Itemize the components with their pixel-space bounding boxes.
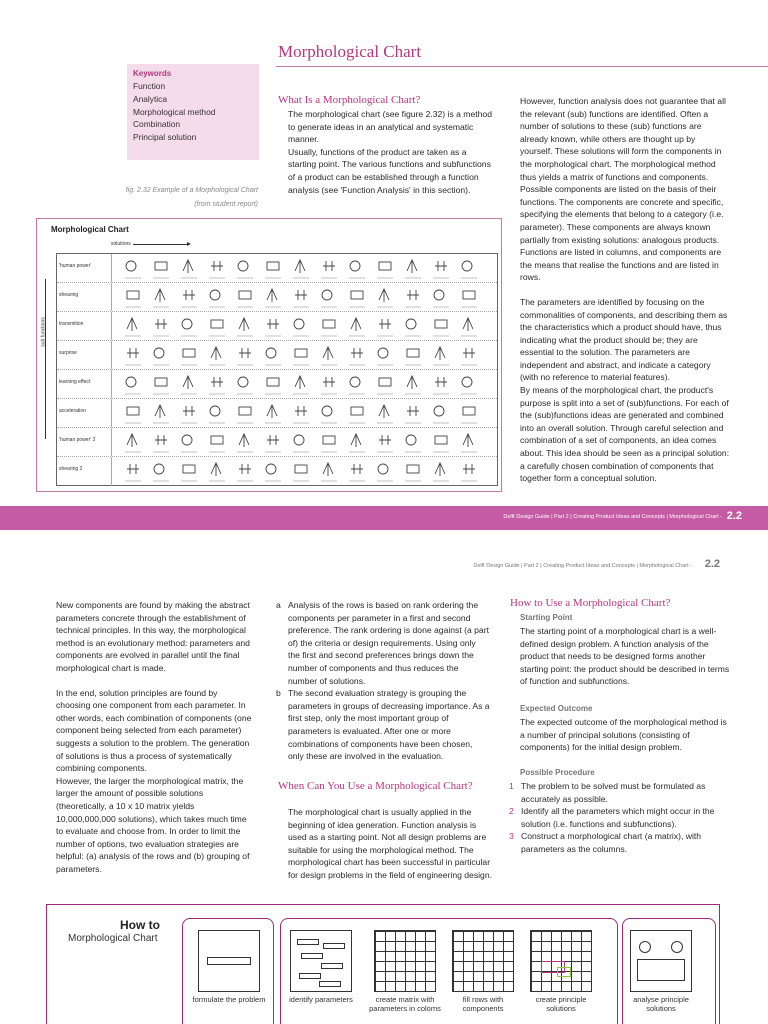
solutions-arrow-icon [133,244,189,245]
create-matrix-icon [374,930,436,992]
figure-caption [60,184,258,212]
procedure-heading: Possible Procedure [520,768,595,777]
component-sketch-icon [237,318,253,336]
procedure-number: 1 [509,781,514,791]
page-title: Morphological Chart [278,42,422,61]
sketch-strip [117,286,493,310]
footer-number: 2.2 [726,510,742,522]
component-sketch-icon [405,406,421,423]
component-sketch-icon [293,465,309,481]
footer-text: Delft Design Guide | Part 2 | Creating Product Ideas and Concepts | Morphological Chart - [503,514,722,520]
component-sketch-icon [349,434,365,452]
component-sketch-icon [181,465,197,481]
when-heading: When Can You Use a Morphological Chart? [278,780,473,792]
keyword-item: Morphological method [133,106,216,117]
component-sketch-icon [265,378,281,394]
component-sketch-icon [349,318,365,336]
keyword-item: Combination [133,119,181,130]
row-separator [111,283,112,311]
component-sketch-icon [237,407,253,423]
keyword-item: Function [133,81,166,91]
row-separator [111,428,112,456]
component-sketch-icon [349,291,365,307]
chart-row-label: 'human power' [59,263,92,269]
component-sketch-icon [377,262,393,278]
sketch-strip [117,460,493,484]
component-sketch-icon [265,319,281,336]
procedure-number: 2 [509,806,514,817]
component-sketch-icon [153,435,169,452]
component-sketch-icon [377,319,393,336]
component-sketch-icon [349,261,365,278]
procedure-number: 3 [509,831,514,842]
component-sketch-icon [377,435,393,452]
chart-row-sketches [117,460,493,484]
component-sketch-icon [293,406,309,423]
what-body: The morphological chart (see figure 2.32) is a method to generate ideas in an analytical and systematic manner. Usually, functions of the product are taken as a starting point. The various functions and subfunctions of a product can be established through a function analysis (see 'Function Analysis' in this section). [288,109,492,195]
col1-paragraph-2: In the end, solution principles are found by choosing one component from each parameter. In other words, each combination of components (one component being selected from each parameter) suggests a solution to the problem. The generation of solutions is thus a process of systematically combining components. However, the larger the morphological matrix, the larger the amount of possible solutions (theoretically, a 10 x 10 matrix yields 10,000,000,000 solutions), which takes much time to evaluate and choose from. In order to limit the number of options, two evaluation strategies are helpful: (a) analysis of the rows and (b) grouping of parameters. [56,687,252,874]
list-text: Analysis of the rows is based on rank ordering the components per parameter in a first and second preference. The rank ordering is done against (a part of) the criteria or design requirements. Using only the first and second preferences brings down the number of components and thus reduces the number of solutions. [288,600,489,686]
component-sketch-icon [181,319,197,336]
component-sketch-icon [349,464,365,481]
chart-row-sketches [117,373,493,397]
component-sketch-icon [125,407,141,423]
title-rule [276,66,768,67]
keyword-item: Principal solution [133,132,197,143]
component-sketch-icon [237,464,253,481]
component-sketch-icon [321,290,337,307]
component-sketch-icon [461,261,477,278]
keywords-heading: Keywords [133,69,172,78]
component-sketch-icon [125,464,141,481]
component-sketch-icon [433,377,449,394]
col1-paragraph-1: New components are found by making the abstract parameters concrete through the establishment of technical principles. In this way, the morphological method is an evolutionary method: parameters and components are evolved in parallel until the final morphological chart is made. [56,600,250,673]
component-sketch-icon [237,261,253,278]
component-sketch-icon [433,463,449,481]
starting-point-body: The starting point of a morphological chart is a well-defined design problem. A function analysis of the product that needs to be designed forms another starting point: the product should be described in terms of function and subfunctions. [520,626,730,687]
how-to-title: How to [120,918,160,932]
component-sketch-icon [377,405,393,423]
sub-functions-label: sub functions [40,317,47,347]
how-to-subtitle: Morphological Chart [68,933,158,944]
row-separator [111,254,112,282]
component-sketch-icon [153,289,169,307]
right-col-paragraph-1: However, function analysis does not guarantee that all the relevant (sub) functions are identified. Often a number of solutions to these (sub) functions are already known, while others are thought up by yourself. These solutions will form the components in the morphological chart. The morphological method thus yields a matrix of functions and components. Possible components are listed on the basis of their functions. The components are concrete and specific, specifying the elements that belong to a category (i.e. parameter). These components are always known partially from existing solutions: analogous products. Functions are listed in columns, and components are the means that realise the functions and are listed in rows. [520,96,726,283]
component-sketch-icon [265,405,281,423]
component-sketch-icon [377,289,393,307]
component-sketch-icon [293,349,309,365]
procedure-text: Identify all the parameters which might occur in the solution (i.e. functions and subfunctions). [521,806,715,829]
component-sketch-icon [181,260,197,278]
procedure-text: The problem to be solved must be formulated as accurately as possible. [521,781,706,804]
component-sketch-icon [461,407,477,423]
step-label: formulate the problem [192,995,266,1004]
component-sketch-icon [321,261,337,278]
procedure-item [509,805,731,830]
chart-row [57,457,497,486]
when-body: The morphological chart is usually applied in the beginning of idea generation. Function analysis is used as a starting point. Not all design problems are suitable for using the morphological method. The morphological chart has been successful in particular for design problems in the field of engineering design. [288,807,492,880]
fill-rows-icon [452,930,514,992]
step-label: create matrix with parameters in coloms [369,995,441,1013]
chart-row-sketches [117,257,493,281]
create-solutions-icon [530,930,592,992]
component-sketch-icon [125,291,141,307]
chart-row-sketches [117,344,493,368]
component-sketch-icon [377,378,393,394]
chart-row-label: 'human power' 2 [59,437,96,443]
component-sketch-icon [321,320,337,336]
component-sketch-icon [293,376,309,394]
chart-row [57,428,497,457]
component-sketch-icon [321,436,337,452]
figure-caption-line1: fig. 2.32 Example of a Morphological Chart [125,187,258,194]
chart-row [57,283,497,312]
sketch-strip [117,315,493,339]
keywords-box [127,64,259,160]
chart-row-sketches [117,315,493,339]
column-1-text [56,599,252,875]
figure-caption-line2: (from student report) [194,201,258,208]
component-sketch-icon [265,348,281,365]
component-sketch-icon [293,319,309,336]
component-sketch-icon [181,290,197,307]
component-sketch-icon [209,463,225,481]
sketch-strip [117,344,493,368]
component-sketch-icon [125,434,141,452]
right-col-paragraph-2: The parameters are identified by focusing on the commonalities of components, and describing them as the characteristics which a product should have, thus indicating what the product should be; they are essential to the solution. The parameters are independent and abstract, and indicate a category (with no reference to material features). By means of the morphological chart, the product's purpose is split into a set of (sub)functions. For each of the (sub)functions ideas are generated and combined into an overall solution. Through careful selection and combination of a set of components, an idea comes about. This idea should be seen as a principal solution: a carefully chosen combination of components that together form a conceptual solution. [520,296,730,484]
list-text: The second evaluation strategy is grouping the parameters in groups of decreasing importance. As a first step, only the most important group of parameters is evaluated. After one or more combinations of components have been chosen, only these are involved in the evaluation. [288,688,490,762]
step-label: fill rows with components [462,995,504,1013]
formulate-problem-icon [198,930,260,992]
component-sketch-icon [265,464,281,481]
component-sketch-icon [293,435,309,452]
chart-row-label: shearing 2 [59,466,83,472]
morphological-chart-figure [36,218,502,492]
row-separator [111,370,112,398]
component-sketch-icon [321,406,337,423]
step-label: identify parameters [289,995,353,1004]
component-sketch-icon [433,320,449,336]
how-heading: How to Use a Morphological Chart? [510,597,671,609]
component-sketch-icon [265,262,281,278]
component-sketch-icon [237,291,253,307]
chart-row [57,254,497,283]
component-sketch-icon [321,347,337,365]
component-sketch-icon [181,349,197,365]
starting-point-heading: Starting Point [520,613,573,622]
component-sketch-icon [153,348,169,365]
procedure-text: Construct a morphological chart (a matrix), with parameters as the columns. [521,831,702,854]
sketch-strip [117,402,493,426]
component-sketch-icon [153,464,169,481]
component-sketch-icon [237,434,253,452]
component-sketch-icon [377,348,393,365]
chart-row-label: transmition [59,321,84,327]
chart-row-sketches [117,286,493,310]
sub-functions-arrow-icon [45,279,46,439]
column-2-text [276,599,490,763]
component-sketch-icon [349,348,365,365]
component-sketch-icon [405,260,421,278]
component-sketch-icon [209,261,225,278]
component-sketch-icon [405,376,421,394]
procedure-list [509,780,731,856]
component-sketch-icon [405,319,421,336]
component-sketch-icon [209,377,225,394]
chart-row-sketches [117,402,493,426]
chart-row-label: shearing [59,292,79,298]
component-sketch-icon [265,435,281,452]
component-sketch-icon [265,289,281,307]
sketch-strip [117,431,493,455]
list-item [276,599,490,687]
component-sketch-icon [405,290,421,307]
keyword-item: Analytica [133,93,167,104]
chart-row-label: acceleration [59,408,86,414]
component-sketch-icon [153,378,169,394]
component-sketch-icon [181,376,197,394]
component-sketch-icon [153,262,169,278]
chart-grid [56,253,498,486]
procedure-item [509,780,731,805]
component-sketch-icon [405,435,421,452]
row-separator [111,399,112,427]
row-separator [111,457,112,486]
component-sketch-icon [433,406,449,423]
component-sketch-icon [461,377,477,394]
component-sketch-icon [377,464,393,481]
row-separator [111,341,112,369]
component-sketch-icon [433,290,449,307]
component-sketch-icon [181,435,197,452]
chart-row [57,312,497,341]
component-sketch-icon [433,436,449,452]
what-heading: What Is a Morphological Chart? [278,94,421,106]
component-sketch-icon [125,377,141,394]
identify-parameters-icon [290,930,352,992]
component-sketch-icon [209,320,225,336]
component-sketch-icon [125,261,141,278]
list-letter: b [276,688,281,699]
sketch-strip [117,257,493,281]
chart-row [57,399,497,428]
step-label: create principle solutions [535,995,587,1013]
component-sketch-icon [461,434,477,452]
component-sketch-icon [321,377,337,394]
component-sketch-icon [461,348,477,365]
component-sketch-icon [209,290,225,307]
chart-row-label: learning effect [59,379,91,385]
component-sketch-icon [153,319,169,336]
component-sketch-icon [181,406,197,423]
chart-solutions-label: solutions [111,241,131,247]
component-sketch-icon [433,347,449,365]
list-letter: a [276,600,281,610]
component-sketch-icon [405,465,421,481]
component-sketch-icon [321,463,337,481]
analyse-solutions-icon [630,930,692,992]
step-label: analyse principle solutions [633,995,689,1013]
component-sketch-icon [405,349,421,365]
chart-row-label: surprise [59,350,77,356]
component-sketch-icon [125,318,141,336]
component-sketch-icon [209,406,225,423]
component-sketch-icon [125,348,141,365]
header-text: Delft Design Guide | Part 2 | Creating Product Ideas and Concepts | Morphological Chart - [473,563,692,569]
component-sketch-icon [293,290,309,307]
component-sketch-icon [461,464,477,481]
component-sketch-icon [153,405,169,423]
header-number: 2.2 [704,558,720,570]
row-separator [111,312,112,340]
chart-row-sketches [117,431,493,455]
component-sketch-icon [293,260,309,278]
expected-outcome-heading: Expected Outcome [520,704,593,713]
right-column-text [520,95,730,485]
component-sketch-icon [461,318,477,336]
component-sketch-icon [349,407,365,423]
component-sketch-icon [237,348,253,365]
expected-outcome-body: The expected outcome of the morphological method is a number of principal solutions (consisting of components) for the initial design problem. [520,717,727,753]
chart-row [57,341,497,370]
procedure-item [509,830,731,855]
component-sketch-icon [209,436,225,452]
chart-title: Morphological Chart [51,225,129,234]
chart-row [57,370,497,399]
component-sketch-icon [461,291,477,307]
sketch-strip [117,373,493,397]
component-sketch-icon [209,347,225,365]
component-sketch-icon [237,377,253,394]
component-sketch-icon [433,261,449,278]
list-item [276,687,490,763]
component-sketch-icon [349,377,365,394]
